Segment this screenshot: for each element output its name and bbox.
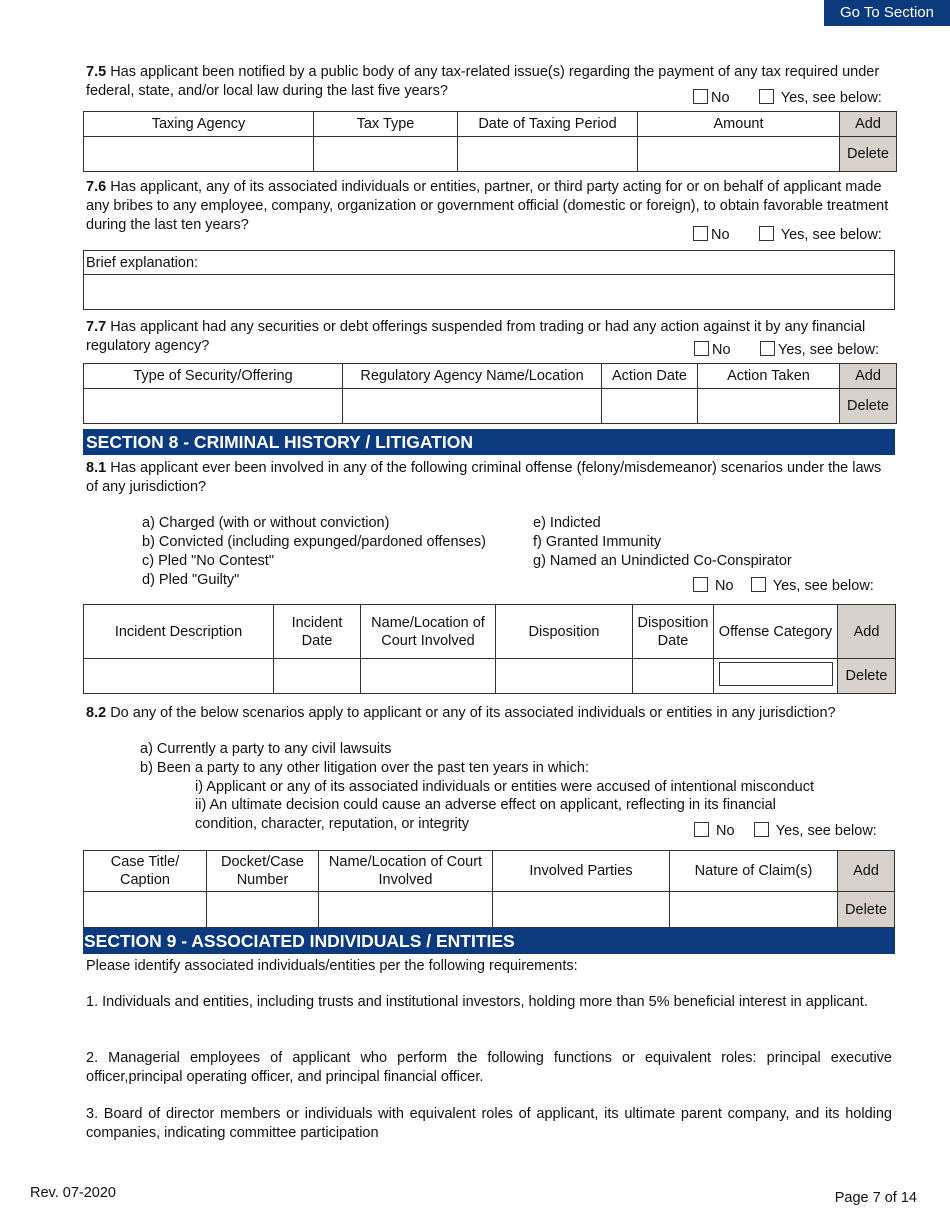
checkbox-box[interactable] — [693, 226, 708, 241]
question-number: 7.6 — [86, 179, 107, 195]
q76-yes-checkbox[interactable]: Yes, see below: — [759, 226, 882, 243]
cell-input[interactable] — [670, 892, 838, 928]
question-number: 7.5 — [86, 64, 107, 80]
q77-yes-checkbox[interactable]: Yes, see below: — [760, 341, 879, 358]
question-text: Has applicant, any of its associated individuals or entities, partner, or third party acting for or on behalf of applicant made any bribes to any employee, company, organization or government official (domestic or foreign), to obtain favorable treatment during the last ten years? — [86, 179, 889, 233]
checkbox-box[interactable] — [751, 577, 766, 592]
question-number: 8.1 — [86, 460, 107, 476]
scenario-subitem: ii) An ultimate decision could cause an adverse effect on applicant, reflecting in its financial — [195, 797, 776, 813]
header-regulatory-agency: Regulatory Agency Name/Location — [343, 364, 602, 389]
cell-input[interactable] — [633, 659, 714, 694]
cell-input[interactable] — [343, 389, 602, 424]
scenario-item: b) Been a party to any other litigation over the past ten years in which: — [140, 760, 589, 776]
q82-no-checkbox[interactable]: No — [694, 822, 735, 839]
cell-input[interactable] — [84, 659, 274, 694]
offense-item: e) Indicted — [533, 515, 601, 531]
securities-action-table — [83, 363, 897, 424]
offense-item: d) Pled "Guilty" — [142, 572, 240, 588]
header-disposition-date: Disposition Date — [633, 605, 714, 659]
header-amount: Amount — [638, 112, 840, 137]
q76-no-checkbox[interactable]: No — [693, 226, 730, 243]
question-number: 7.7 — [86, 319, 107, 335]
section-8-heading: SECTION 8 - CRIMINAL HISTORY / LITIGATION — [83, 429, 895, 455]
header-nature-of-claims: Nature of Claim(s) — [670, 851, 838, 892]
offense-item: f) Granted Immunity — [533, 534, 662, 550]
delete-button[interactable]: Delete — [838, 659, 896, 694]
cell-input[interactable] — [638, 137, 840, 172]
offense-category-input[interactable] — [719, 662, 833, 686]
cell-input[interactable] — [493, 892, 670, 928]
tax-issues-table — [83, 111, 897, 172]
page-number: Page 7 of 14 — [834, 1190, 917, 1206]
header-tax-type: Tax Type — [314, 112, 458, 137]
question-text: Has applicant ever been involved in any of the following criminal offense (felony/misdemeanor) scenarios under the laws of any jurisdiction? — [86, 460, 882, 495]
checkbox-box[interactable] — [754, 822, 769, 837]
cell-input[interactable] — [602, 389, 698, 424]
checkbox-box[interactable] — [760, 341, 775, 356]
cell-input[interactable] — [84, 137, 314, 172]
requirement-3: 3. Board of director members or individuals with equivalent roles of applicant, its ultimate parent company, and its holding companies, indicating committee participation — [86, 1106, 892, 1141]
requirement-1: 1. Individuals and entities, including trusts and institutional investors, holding more than 5% beneficial interest in applicant. — [86, 994, 868, 1010]
add-button[interactable]: Add — [838, 851, 895, 892]
header-case-title: Case Title/ Caption — [84, 851, 207, 892]
checkbox-box[interactable] — [759, 89, 774, 104]
offense-item: b) Convicted (including expunged/pardoned offenses) — [142, 534, 486, 550]
question-8-2 — [86, 704, 896, 723]
question-number: 8.2 — [86, 705, 107, 721]
cell-input[interactable] — [84, 892, 207, 928]
cell-input[interactable] — [274, 659, 361, 694]
delete-button[interactable]: Delete — [840, 137, 897, 172]
cell-input[interactable] — [698, 389, 840, 424]
header-date-of-taxing-period: Date of Taxing Period — [458, 112, 638, 137]
q81-no-checkbox[interactable]: No — [693, 577, 734, 594]
header-docket-number: Docket/Case Number — [207, 851, 319, 892]
checkbox-box[interactable] — [693, 577, 708, 592]
add-button[interactable]: Add — [840, 364, 897, 389]
header-disposition: Disposition — [496, 605, 633, 659]
cell-input[interactable] — [314, 137, 458, 172]
scenario-subitem: i) Applicant or any of its associated individuals or entities were accused of intentional misconduct — [195, 779, 814, 795]
checkbox-box[interactable] — [693, 89, 708, 104]
offense-category-cell — [714, 659, 838, 694]
offense-item: g) Named an Unindicted Co-Conspirator — [533, 553, 792, 569]
header-incident-date: Incident Date — [274, 605, 361, 659]
header-incident-description: Incident Description — [84, 605, 274, 659]
revision-label: Rev. 07-2020 — [30, 1185, 116, 1201]
delete-button[interactable]: Delete — [840, 389, 897, 424]
header-type-of-security: Type of Security/Offering — [84, 364, 343, 389]
section-9-intro: Please identify associated individuals/entities per the following requirements: — [86, 958, 578, 974]
cell-input[interactable] — [319, 892, 493, 928]
scenario-item: a) Currently a party to any civil lawsuits — [140, 741, 392, 757]
bribery-explanation-table — [83, 250, 895, 310]
q77-no-checkbox[interactable]: No — [694, 341, 731, 358]
offense-item: a) Charged (with or without conviction) — [142, 515, 390, 531]
cell-input[interactable] — [361, 659, 496, 694]
brief-explanation-input[interactable] — [84, 275, 895, 310]
cell-input[interactable] — [84, 389, 343, 424]
question-text: Has applicant been notified by a public body of any tax-related issue(s) regarding the payment of any tax required under federal, state, and/or local law during the last five years? — [86, 64, 880, 99]
checkbox-box[interactable] — [759, 226, 774, 241]
cell-input[interactable] — [458, 137, 638, 172]
cell-input[interactable] — [207, 892, 319, 928]
add-button[interactable]: Add — [840, 112, 897, 137]
question-text: Has applicant had any securities or debt offerings suspended from trading or had any action against it by any financial regulatory agency? — [86, 319, 866, 354]
cell-input[interactable] — [496, 659, 633, 694]
delete-button[interactable]: Delete — [838, 892, 895, 928]
header-court-involved: Name/Location of Court Involved — [319, 851, 493, 892]
offense-item: c) Pled "No Contest" — [142, 553, 274, 569]
header-offense-category: Offense Category — [714, 605, 838, 659]
question-8-1 — [86, 459, 886, 497]
q75-no-checkbox[interactable]: No — [693, 89, 730, 106]
checkbox-box[interactable] — [694, 341, 709, 356]
litigation-table — [83, 850, 895, 928]
header-court-involved: Name/Location of Court Involved — [361, 605, 496, 659]
question-text: Do any of the below scenarios apply to applicant or any of its associated individuals or entities in any jurisdiction? — [110, 705, 836, 721]
scenario-subitem: condition, character, reputation, or integrity — [195, 816, 470, 832]
q82-yes-checkbox[interactable]: Yes, see below: — [754, 822, 877, 839]
header-taxing-agency: Taxing Agency — [84, 112, 314, 137]
header-action-date: Action Date — [602, 364, 698, 389]
checkbox-box[interactable] — [694, 822, 709, 837]
header-action-taken: Action Taken — [698, 364, 840, 389]
requirement-2: 2. Managerial employees of applicant who perform the following functions or equivalent roles: principal executive officer,principal operating officer, and principal financial officer. — [86, 1050, 892, 1085]
header-involved-parties: Involved Parties — [493, 851, 670, 892]
go-to-section-button[interactable]: Go To Section — [824, 0, 950, 26]
q75-yes-checkbox[interactable]: Yes, see below: — [759, 89, 882, 106]
criminal-history-table — [83, 604, 896, 694]
q81-yes-checkbox[interactable]: Yes, see below: — [751, 577, 874, 594]
add-button[interactable]: Add — [838, 605, 896, 659]
section-9-heading: SECTION 9 - ASSOCIATED INDIVIDUALS / ENTITIES — [83, 928, 895, 954]
brief-explanation-label: Brief explanation: — [84, 251, 895, 275]
